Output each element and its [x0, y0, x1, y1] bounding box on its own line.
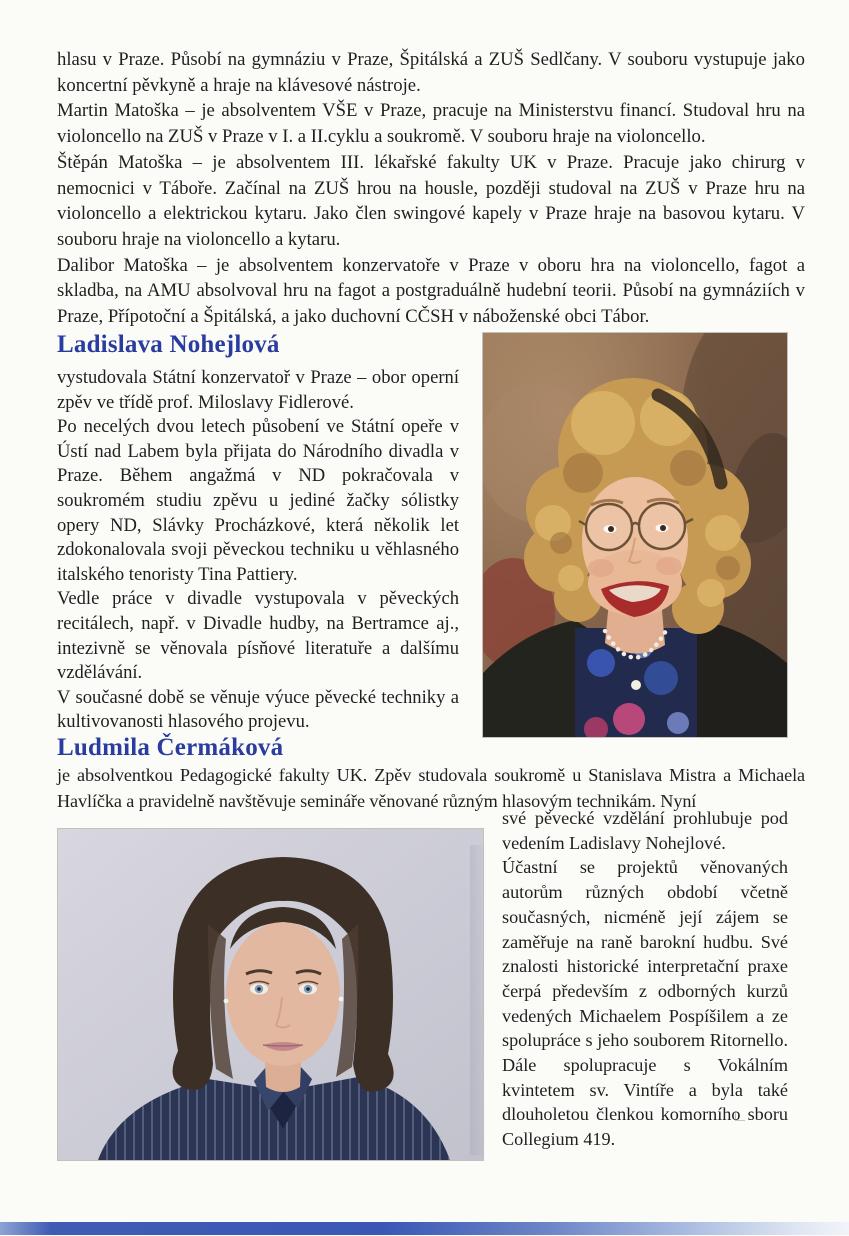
- body-paragraph: Po necelých dvou letech působení ve Státní opeře v Ústí nad Labem byla přijata do Národního divadla v Praze. Během angažmá v ND pokračovala v soukromém studiu zpěvu u jediné žačky sólistky opery ND, Slávky Procházkové, která několik let zdokonalovala svoji pěveckou techniku u věhlasného italského tenoristy Tina Pattiery.: [57, 416, 459, 585]
- body-paragraph: své pěvecké vzdělání prohlubuje pod vedením Ladislavy Nohejlové.: [502, 808, 788, 853]
- footer-accent-bar: [0, 1222, 849, 1235]
- photo-edge-shadow: [470, 845, 486, 1155]
- section-heading-ladislava-nohejlova: Ladislava Nohejlová: [57, 331, 280, 358]
- portrait-photo-ludmila-cermakova: [58, 829, 483, 1160]
- body-paragraph: vystudovala Státní konzervatoř v Praze – obor operní zpěv ve třídě prof. Miloslavy Fidlerové.: [57, 367, 459, 413]
- portrait-photo-ladislava-nohejlova: [483, 333, 787, 737]
- section-heading-ludmila-cermakova: Ludmila Čermáková: [57, 734, 284, 761]
- intro-text-block: [57, 47, 805, 330]
- intro-paragraph-stepan-matoska: Štěpán Matoška – je absolventem III. lékařské fakulty UK v Praze. Pracuje jako chirurg v nemocnici v Táboře. Začínal na ZUŠ hrou na housle, později studoval na ZUŠ v Praze hru na violoncello a elektrickou kytaru. Jako člen swingové kapely v Praze hraje na basovou kytaru. V souboru hraje na violoncello a kytaru.: [57, 151, 805, 250]
- nohejlova-text-column: [57, 366, 459, 735]
- portrait-ladislava-nohejlova-illustration: [483, 333, 787, 737]
- intro-paragraph-dalibor-matoska: Dalibor Matoška – je absolventem konzervatoře v Praze v oboru hra na violoncello, fagot a skladba, na AMU absolvoval hru na fagot a postgraduálně hudební teorii. Působí na gymnáziích v Praze, Přípotoční a Špitálská, a jako duchovní CČSH v náboženské obci Tábor.: [57, 254, 805, 328]
- scan-artifact-mark: [735, 1112, 745, 1121]
- intro-paragraph-continuation: hlasu v Praze. Působí na gymnáziu v Praze, Špitálská a ZUŠ Sedlčany. V souboru vystupuje jako koncertní pěvkyně a hraje na klávesové nástroje.: [57, 49, 805, 96]
- intro-paragraph-martin-matoska: Martin Matoška – je absolventem VŠE v Praze, pracuje na Ministerstvu financí. Studoval hru na violoncello na ZUŠ v Praze v I. a II.cyklu a soukromě. V souboru hraje na violoncello.: [57, 100, 805, 148]
- portrait-ludmila-cermakova-illustration: [58, 829, 483, 1160]
- body-paragraph: je absolventkou Pedagogické fakulty UK. Zpěv studovala soukromě u Stanislava Mistra a Michaela Havlíčka a pravidelně navštěvuje semináře věnované různým hlasovým technikám. Nyní: [57, 765, 805, 811]
- cermakova-text-column: [502, 806, 788, 1152]
- body-paragraph: Vedle práce v divadle vystupovala v pěveckých recitálech, např. v Divadle hudby, na Bertramce aj., intezivně se věnovala písňové literatuře a dalšímu vzdělávání.: [57, 588, 459, 684]
- body-paragraph: Účastní se projektů věnovaných autorům různých období včetně současných, nicméně její zájem se zaměřuje na raně barokní hudbu. Své znalosti historické interpretační praxe čerpá především z odborných kurzů vedených Michaelem Pospíšilem a ze spolupráce s jeho souborem Ritornello. Dále spolupracuje s Vokálním kvintetem sv. Vintíře a byla také dlouholetou členkou komorního sboru Collegium 419.: [502, 857, 788, 1150]
- body-paragraph: V současné době se věnuje výuce pěvecké techniky a kultivovanosti hlasového projevu.: [57, 686, 459, 733]
